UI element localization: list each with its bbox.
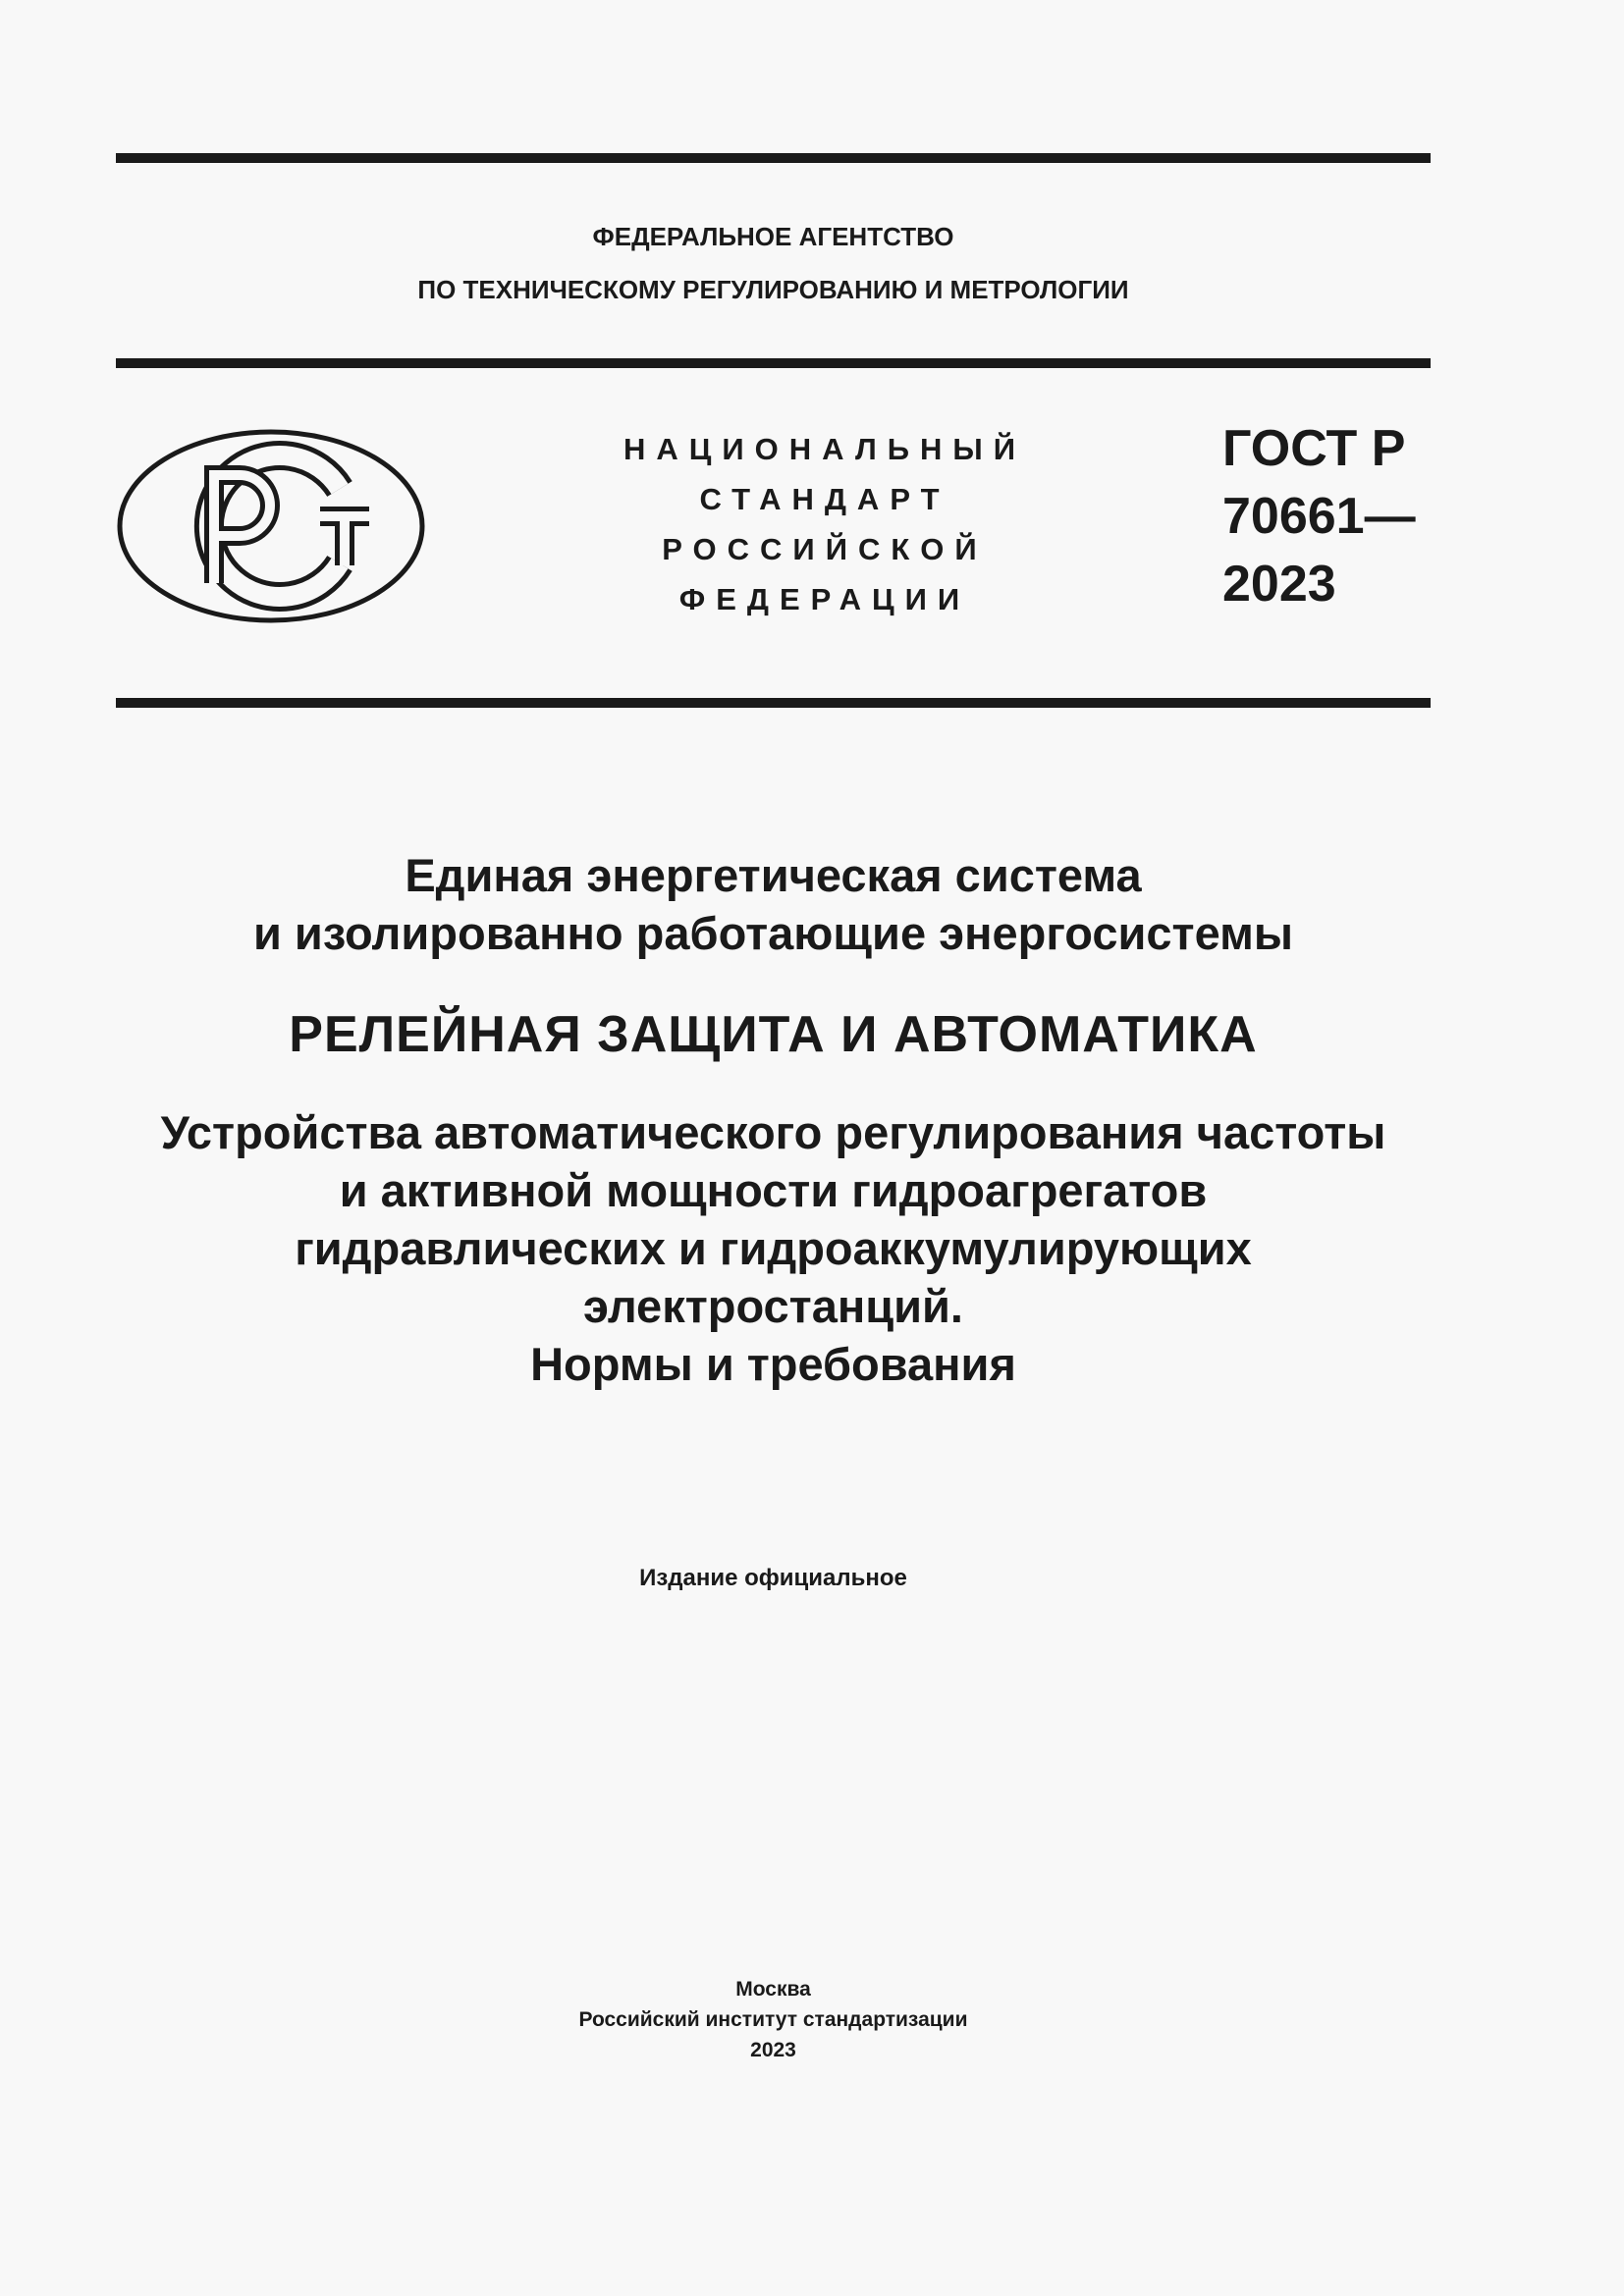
- standard-type-line: ФЕДЕРАЦИИ: [678, 582, 971, 616]
- imprint-publisher: Российский институт стандартизации: [578, 2008, 968, 2031]
- top-rule: [116, 153, 1431, 163]
- standard-type-line: НАЦИОНАЛЬНЫЙ: [623, 432, 1027, 466]
- imprint-year: 2023: [750, 2039, 796, 2061]
- standard-type-line: СТАНДАРТ: [699, 482, 950, 516]
- subject-title: [116, 1103, 1431, 1393]
- header-rule: [116, 358, 1431, 368]
- subject-title-line: Нормы и требования: [530, 1338, 1016, 1390]
- agency-name-line-1: ФЕДЕРАЛЬНОЕ АГЕНТСТВО: [592, 222, 954, 251]
- main-title: РЕЛЕЙНАЯ ЗАЩИТА И АВТОМАТИКА: [289, 1006, 1258, 1063]
- title-rule: [116, 698, 1431, 708]
- subject-title-line: гидравлических и гидроаккумулирующих: [295, 1222, 1252, 1274]
- designation-line: ГОСТ Р: [1222, 420, 1406, 477]
- series-title-line: Единая энергетическая система: [405, 849, 1142, 901]
- edition-note: Издание официальное: [639, 1565, 907, 1591]
- rst-mark-icon: [116, 428, 426, 624]
- subject-title-line: и активной мощности гидроагрегатов: [339, 1164, 1208, 1216]
- series-title-line: и изолированно работающие энергосистемы: [252, 907, 1293, 959]
- agency-name-line-2: ПО ТЕХНИЧЕСКОМУ РЕГУЛИРОВАНИЮ И МЕТРОЛОГИИ: [417, 275, 1129, 304]
- standard-type: [550, 424, 1100, 624]
- imprint-city: Москва: [735, 1978, 811, 2001]
- subject-title-line: Устройства автоматического регулирования частоты: [160, 1106, 1386, 1158]
- standard-type-line: РОССИЙСКОЙ: [662, 532, 988, 566]
- designation-line: 70661—: [1222, 488, 1416, 545]
- standard-designation: [1222, 415, 1416, 618]
- series-title: [116, 846, 1431, 962]
- designation-line: 2023: [1222, 556, 1336, 613]
- imprint: [116, 1974, 1431, 2065]
- subject-title-line: электростанций.: [583, 1280, 963, 1332]
